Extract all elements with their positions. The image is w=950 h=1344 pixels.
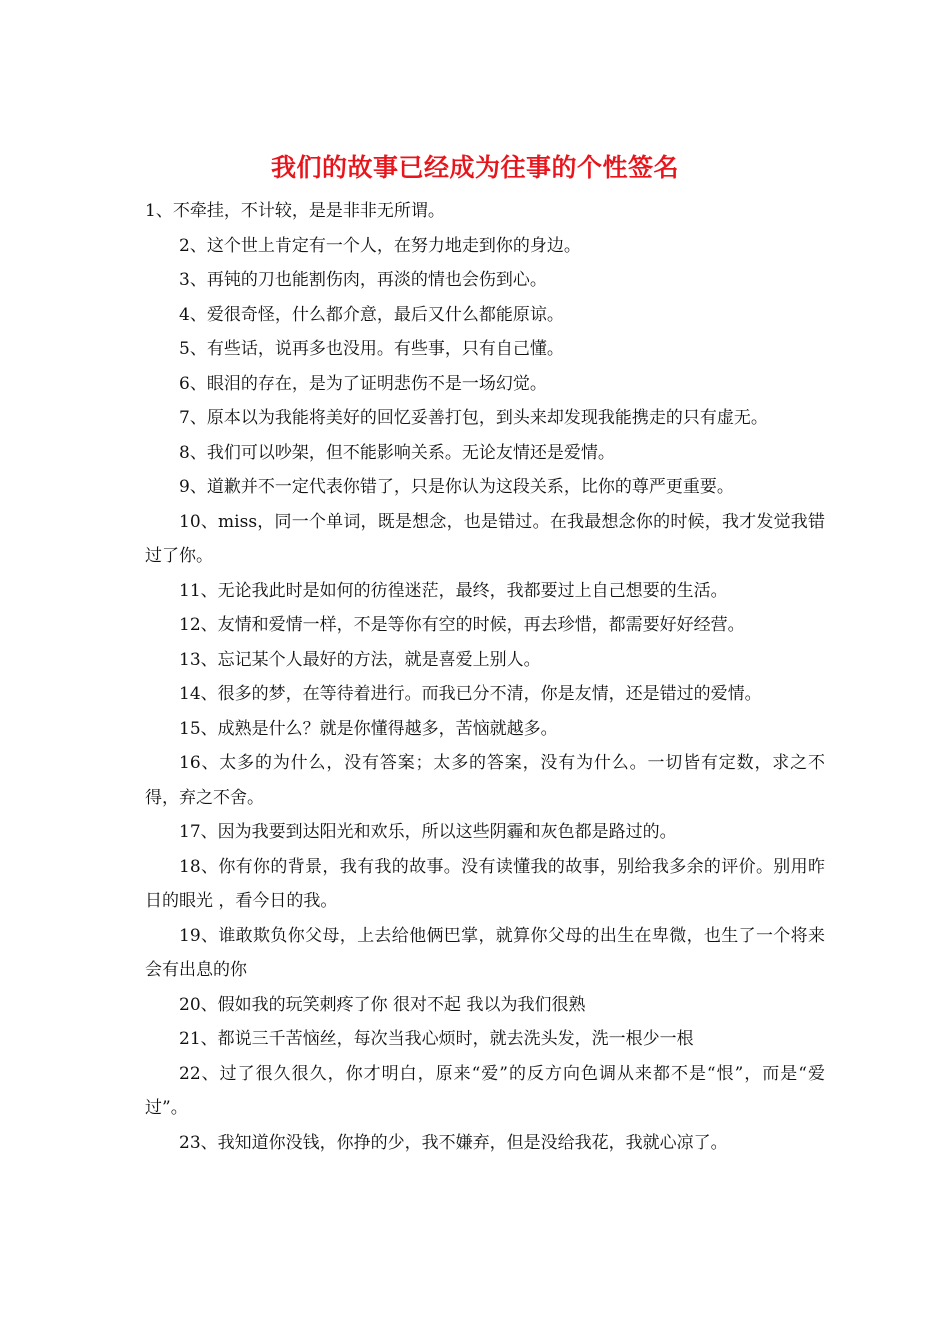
- list-item: 11、无论我此时是如何的彷徨迷茫，最终，我都要过上自己想要的生活。: [179, 580, 728, 601]
- list-item: 23、我知道你没钱，你挣的少，我不嫌弃，但是没给我花，我就心凉了。: [179, 1132, 728, 1153]
- list-item: 8、我们可以吵架，但不能影响关系。无论友情还是爱情。: [179, 442, 615, 463]
- list-item: 3、再钝的刀也能割伤肉，再淡的情也会伤到心。: [179, 270, 547, 290]
- document-body: [145, 194, 825, 1160]
- page-title: 我们的故事已经成为往事的个性签名: [270, 153, 679, 182]
- list-item: 21、都说三千苦恼丝，每次当我心烦时，就去洗头发，洗一根少一根: [179, 1029, 694, 1049]
- list-item: 10、miss，同一个单词，既是想念，也是错过。在我最想念你的时候，我才发觉我错过了你。: [145, 511, 825, 566]
- list-item: 9、道歉并不一定代表你错了，只是你认为这段关系，比你的尊严更重要。: [179, 477, 734, 497]
- list-item: 7、原本以为我能将美好的回忆妥善打包，到头来却发现我能携走的只有虚无。: [179, 408, 768, 428]
- list-item: 1、不牵挂，不计较，是是非非无所谓。: [145, 201, 445, 221]
- list-item: 22、过了很久很久，你才明白，原来“爱”的反方向色调从来都不是“恨”，而是“爱过”。: [145, 1063, 825, 1118]
- list-item: 18、你有你的背景，我有我的故事。没有读懂我的故事，别给我多余的评价。别用昨日的眼光 ，看今日的我。: [145, 856, 825, 911]
- list-item: 6、眼泪的存在，是为了证明悲伤不是一场幻觉。: [179, 373, 547, 394]
- list-item: 5、有些话，说再多也没用。有些事，只有自己懂。: [179, 339, 564, 359]
- list-item: 12、友情和爱情一样，不是等你有空的时候，再去珍惜，都需要好好经营。: [179, 615, 745, 635]
- list-item: 4、爱很奇怪，什么都介意，最后又什么都能原谅。: [179, 304, 564, 325]
- list-item: 14、很多的梦，在等待着进行。而我已分不清，你是友情，还是错过的爱情。: [179, 684, 762, 704]
- list-item: 13、忘记某个人最好的方法，就是喜爱上别人。: [179, 649, 541, 670]
- list-item: 19、谁敢欺负你父母，上去给他俩巴掌，就算你父母的出生在卑微，也生了一个将来会有出息的你: [145, 925, 825, 980]
- list-item: 16、太多的为什么，没有答案；太多的答案，没有为什么。一切皆有定数，求之不得，弃之不舍。: [145, 753, 825, 808]
- list-item: 20、假如我的玩笑刺疼了你 很对不起 我以为我们很熟: [179, 994, 586, 1015]
- list-item: 17、因为我要到达阳光和欢乐，所以这些阴霾和灰色都是路过的。: [179, 822, 677, 842]
- list-item: 2、这个世上肯定有一个人，在努力地走到你的身边。: [179, 235, 581, 256]
- list-item: 15、成熟是什么？就是你懂得越多，苦恼就越多。: [179, 718, 558, 739]
